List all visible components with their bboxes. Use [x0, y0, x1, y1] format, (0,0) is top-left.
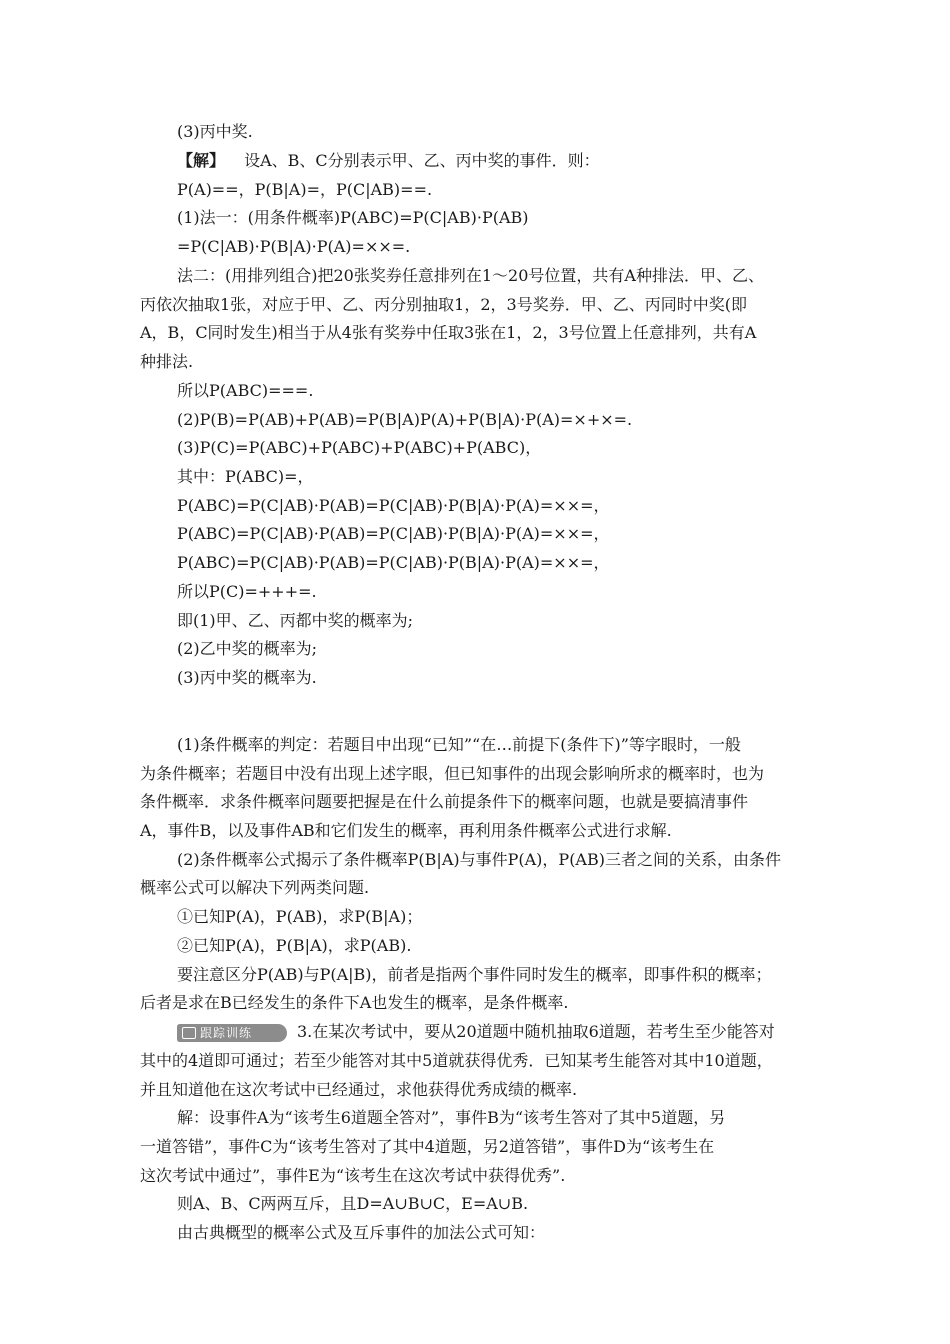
text-line: (2)乙中奖的概率为;	[177, 639, 318, 658]
formula-line: (1)法一：(用条件概率)P(ABC)=P(C|AB)·P(AB)	[177, 208, 529, 227]
practice-line: 一道答错”，事件C为“该考生答对了其中4道题，另2道答错”，事件D为“该考生在	[140, 1137, 715, 1156]
practice-heading-line	[177, 1022, 775, 1042]
solution-line	[177, 151, 600, 171]
practice-question: 3.在某次考试中，要从20道题中随机抽取6道题，若考生至少能答对	[297, 1022, 775, 1041]
formula-line: (2)P(B)=P(AB)+P(AB)=P(B|A)P(A)+P(B|A)·P(A)=×+×=.	[177, 410, 633, 429]
formula-line: =P(C|AB)·P(B|A)·P(A)=××=.	[177, 237, 411, 256]
text-line: 即(1)甲、乙、丙都中奖的概率为;	[177, 611, 414, 630]
solution-text: 设A、B、C分别表示甲、乙、丙中奖的事件．则：	[244, 151, 600, 170]
method-line: 概率公式可以解决下列两类问题.	[140, 878, 370, 897]
practice-line: 解：设事件A为“该考生6道题全答对”，事件B为“该考生答对了其中5道题，另	[177, 1108, 726, 1127]
formula-line: 所以P(C)=+++=.	[177, 582, 317, 601]
practice-line: 其中的4道即可通过；若至少能答对其中5道就获得优秀．已知某考生能答对其中10道题，	[140, 1051, 773, 1070]
practice-line: 则A、B、C两两互斥，且D=A∪B∪C，E=A∪B.	[177, 1194, 529, 1213]
formula-line: P(ABC)=P(C|AB)·P(AB)=P(C|AB)·P(B|A)·P(A)=××=，	[177, 524, 610, 543]
method-line: 为条件概率；若题目中没有出现上述字眼，但已知事件的出现会影响所求的概率时，也为	[140, 764, 765, 783]
formula-line: P(ABC)=P(C|AB)·P(AB)=P(C|AB)·P(B|A)·P(A)=××=，	[177, 496, 610, 515]
text-line: 法二：(用排列组合)把20张奖券任意排列在1～20号位置，共有A种排法．甲、乙、	[177, 266, 764, 285]
method-line: (1)条件概率的判定：若题目中出现“已知”“在…前提下(条件下)”等字眼时，一般	[177, 735, 741, 754]
formula-line: P(ABC)=P(C|AB)·P(AB)=P(C|AB)·P(B|A)·P(A)=××=，	[177, 553, 610, 572]
formula-line: (3)P(C)=P(ABC)+P(ABC)+P(ABC)+P(ABC)，	[177, 438, 542, 457]
practice-badge-label: 跟踪训练	[200, 1025, 253, 1040]
text-line: 种排法.	[140, 352, 194, 371]
method-line: (2)条件概率公式揭示了条件概率P(B|A)与事件P(A)，P(AB)三者之间的关系，由条件	[177, 850, 781, 869]
practice-line: 并且知道他在这次考试中已经通过，求他获得优秀成绩的概率.	[140, 1080, 578, 1099]
text-line: (3)丙中奖.	[177, 122, 253, 141]
method-line: ②已知P(A)，P(B|A)，求P(AB).	[177, 936, 412, 955]
practice-line: 由古典概型的概率公式及互斥事件的加法公式可知：	[177, 1223, 546, 1242]
formula-line: P(A)==，P(B|A)=，P(C|AB)==.	[177, 180, 433, 199]
text-line: (3)丙中奖的概率为.	[177, 668, 317, 687]
solution-tag: 【解】	[177, 151, 226, 170]
practice-line: 这次考试中通过”，事件E为“该考生在这次考试中获得优秀”.	[140, 1166, 566, 1185]
formula-line: 其中：P(ABC)=，	[177, 467, 314, 486]
method-line: 后者是求在B已经发生的条件下A也发生的概率，是条件概率.	[140, 993, 569, 1012]
method-line: ①已知P(A)，P(AB)，求P(B|A)；	[177, 907, 423, 926]
formula-line: 所以P(ABC)===.	[177, 381, 314, 400]
text-line: 丙依次抽取1张，对应于甲、乙、丙分别抽取1，2，3号奖券．甲、乙、丙同时中奖(即	[140, 295, 747, 314]
method-line: 条件概率．求条件概率问题要把握是在什么前提条件下的概率问题，也就是要搞清事件	[140, 792, 749, 811]
method-line: A，事件B，以及事件AB和它们发生的概率，再利用条件概率公式进行求解.	[140, 821, 672, 840]
practice-badge	[177, 1024, 287, 1042]
method-line: 要注意区分P(AB)与P(A|B)，前者是指两个事件同时发生的概率，即事件积的概率；	[177, 965, 772, 984]
text-line: A，B，C同时发生)相当于从4张有奖券中任取3张在1，2，3号位置上任意排列，共有A	[140, 323, 757, 342]
notebook-icon	[182, 1027, 196, 1039]
